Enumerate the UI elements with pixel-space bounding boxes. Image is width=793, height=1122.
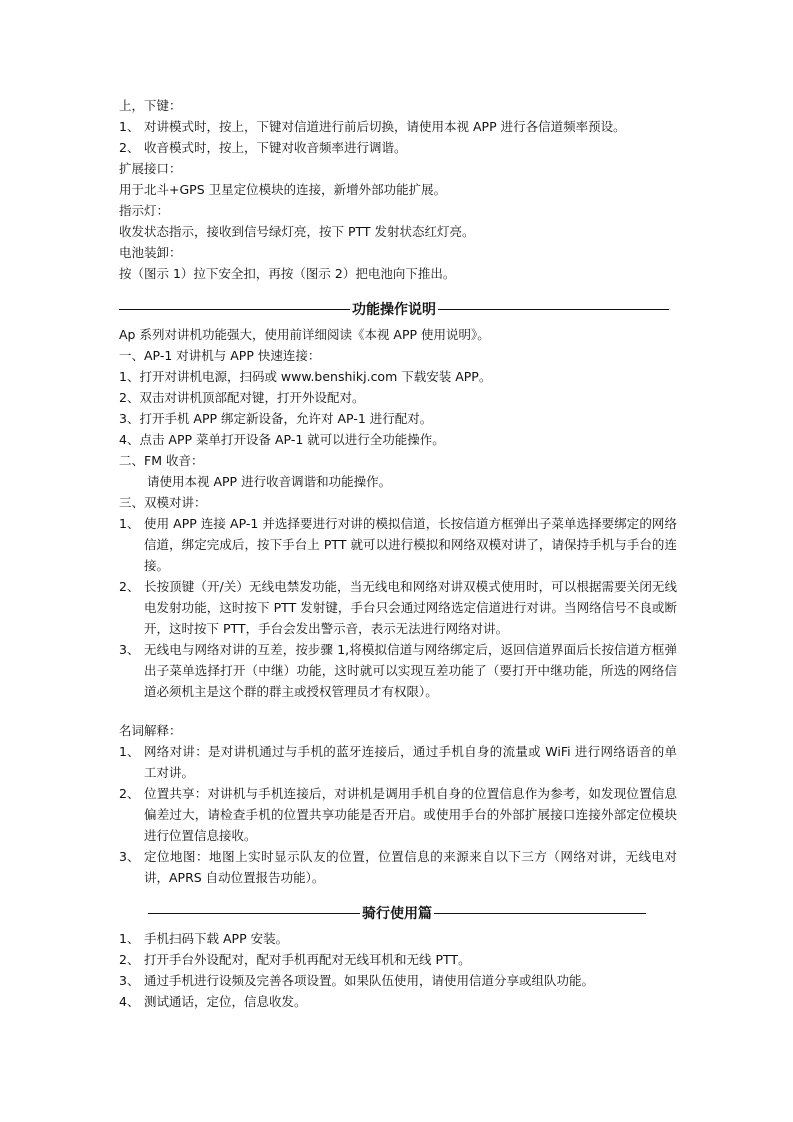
item-text: 定位地图：地图上实时显示队友的位置，位置信息的来源来自以下三方（网络对讲，无线电对讲，APRS 自动位置报告功能）。 (144, 849, 677, 885)
item-number: 2、 (119, 579, 140, 594)
indicator-text: 收发状态指示，接收到信号绿灯亮，按下 PTT 发射状态红灯亮。 (119, 224, 475, 239)
list-item (119, 991, 677, 1012)
item-number: 4、 (119, 994, 140, 1009)
updown-keys-list (119, 116, 677, 158)
heading-rule-left (119, 309, 350, 310)
updown-keys-label: 上，下键： (119, 98, 182, 113)
item-text: 位置共享：对讲机与手机连接后，对讲机是调用手机自身的位置信息作为参考，如发现位置信息偏差过大，请检查手机的位置共享功能是否开启。或使用手台的外部扩展接口连接外部定位模块进行位置信息接收。 (144, 786, 677, 843)
item-text: 网络对讲：是对讲机通过与手机的蓝牙连接后，通过手机自身的流量或 WiFi 进行网络语音的单工对讲。 (144, 744, 677, 780)
battery-label: 电池装卸： (119, 245, 182, 260)
section-title: 功能操作说明 (352, 302, 436, 318)
part1-item: 3、打开手机 APP 绑定新设备，允许对 AP-1 进行配对。 (119, 411, 433, 426)
list-item (119, 783, 677, 846)
item-text: 打开手台外设配对，配对手机再配对无线耳机和无线 PTT。 (144, 952, 471, 967)
battery-text: 按（图示 1）拉下安全扣，再按（图示 2）把电池向下推出。 (119, 266, 456, 281)
section-heading-function (119, 298, 669, 320)
list-item (119, 513, 677, 576)
list-item (119, 970, 677, 991)
list-item (119, 741, 677, 783)
item-number: 1、 (119, 931, 140, 946)
part2-title: 二、FM 收音： (119, 453, 204, 468)
heading-rule-right (434, 913, 646, 914)
ext-port-text: 用于北斗+GPS 卫星定位模块的连接，新增外部功能扩展。 (119, 182, 447, 197)
item-number: 2、 (119, 952, 140, 967)
heading-rule-right (438, 309, 669, 310)
part1-item: 1、打开对讲机电源，扫码或 www.benshikj.com 下载安装 APP。 (119, 369, 492, 384)
item-number: 1、 (119, 119, 140, 134)
item-text: 对讲模式时，按上，下键对信道进行前后切换，请使用本视 APP 进行各信道频率预设。 (144, 119, 626, 134)
item-number: 3、 (119, 973, 140, 988)
list-item (119, 639, 677, 702)
item-text: 通过手机进行设频及完善各项设置。如果队伍使用，请使用信道分享或组队功能。 (144, 973, 595, 988)
item-text: 长按顶键（开/关）无线电禁发功能，当无线电和网络对讲双模式使用时，可以根据需要关闭无线电发射功能，这时按下 PTT 发射键，手台只会通过网络选定信道进行对讲。当网络信号不良或断开，这时按下 PTT，手台会发出警示音，表示无法进行网络对讲。 (144, 579, 677, 636)
item-number: 1、 (119, 516, 140, 531)
item-number: 3、 (119, 642, 140, 657)
item-text: 使用 APP 连接 AP-1 并选择要进行对讲的模拟信道，长按信道方框弹出子菜单选择要绑定的网络信道，绑定完成后，按下手台上 PTT 就可以进行模拟和网络双模对讲了，请保持手机与手台的连接。 (144, 516, 677, 573)
section-heading-riding (148, 902, 646, 924)
heading-rule-left (148, 913, 360, 914)
list-item (119, 576, 677, 639)
part2-text: 请使用本视 APP 进行收音调谐和功能操作。 (147, 474, 392, 489)
item-number: 2、 (119, 786, 140, 801)
dual-mode-list (119, 513, 677, 702)
item-text: 测试通话，定位，信息收发。 (144, 994, 307, 1009)
list-item (119, 846, 677, 888)
item-text: 无线电与网络对讲的互差，按步骤 1,将模拟信道与网络绑定后，返回信道界面后长按信道方框弹出子菜单选择打开（中继）功能，这时就可以实现互差功能了（要打开中继功能，所选的网络信道必须机主是这个群的群主或授权管理员才有权限）。 (144, 642, 677, 699)
item-number: 3、 (119, 849, 140, 864)
part1-item: 4、点击 APP 菜单打开设备 AP-1 就可以进行全功能操作。 (119, 432, 445, 447)
item-number: 2、 (119, 140, 140, 155)
list-item (119, 949, 677, 970)
item-number: 1、 (119, 744, 140, 759)
list-item (119, 116, 677, 137)
list-item (119, 928, 677, 949)
glossary-list (119, 741, 677, 888)
riding-list (119, 928, 677, 1012)
section-intro: Ap 系列对讲机功能强大，使用前详细阅读《本视 APP 使用说明》。 (119, 327, 490, 342)
list-item (119, 137, 677, 158)
section-title: 骑行使用篇 (362, 906, 432, 922)
part3-title: 三、双模对讲： (119, 495, 207, 510)
glossary-title: 名词解释： (119, 723, 182, 738)
part1-title: 一、AP-1 对讲机与 APP 快速连接： (119, 348, 321, 363)
part1-item: 2、双击对讲机顶部配对键，打开外设配对。 (119, 390, 365, 405)
item-text: 手机扫码下载 APP 安装。 (144, 931, 289, 946)
indicator-label: 指示灯： (119, 203, 170, 218)
item-text: 收音模式时，按上，下键对收音频率进行调谐。 (144, 140, 407, 155)
ext-port-label: 扩展接口： (119, 161, 182, 176)
